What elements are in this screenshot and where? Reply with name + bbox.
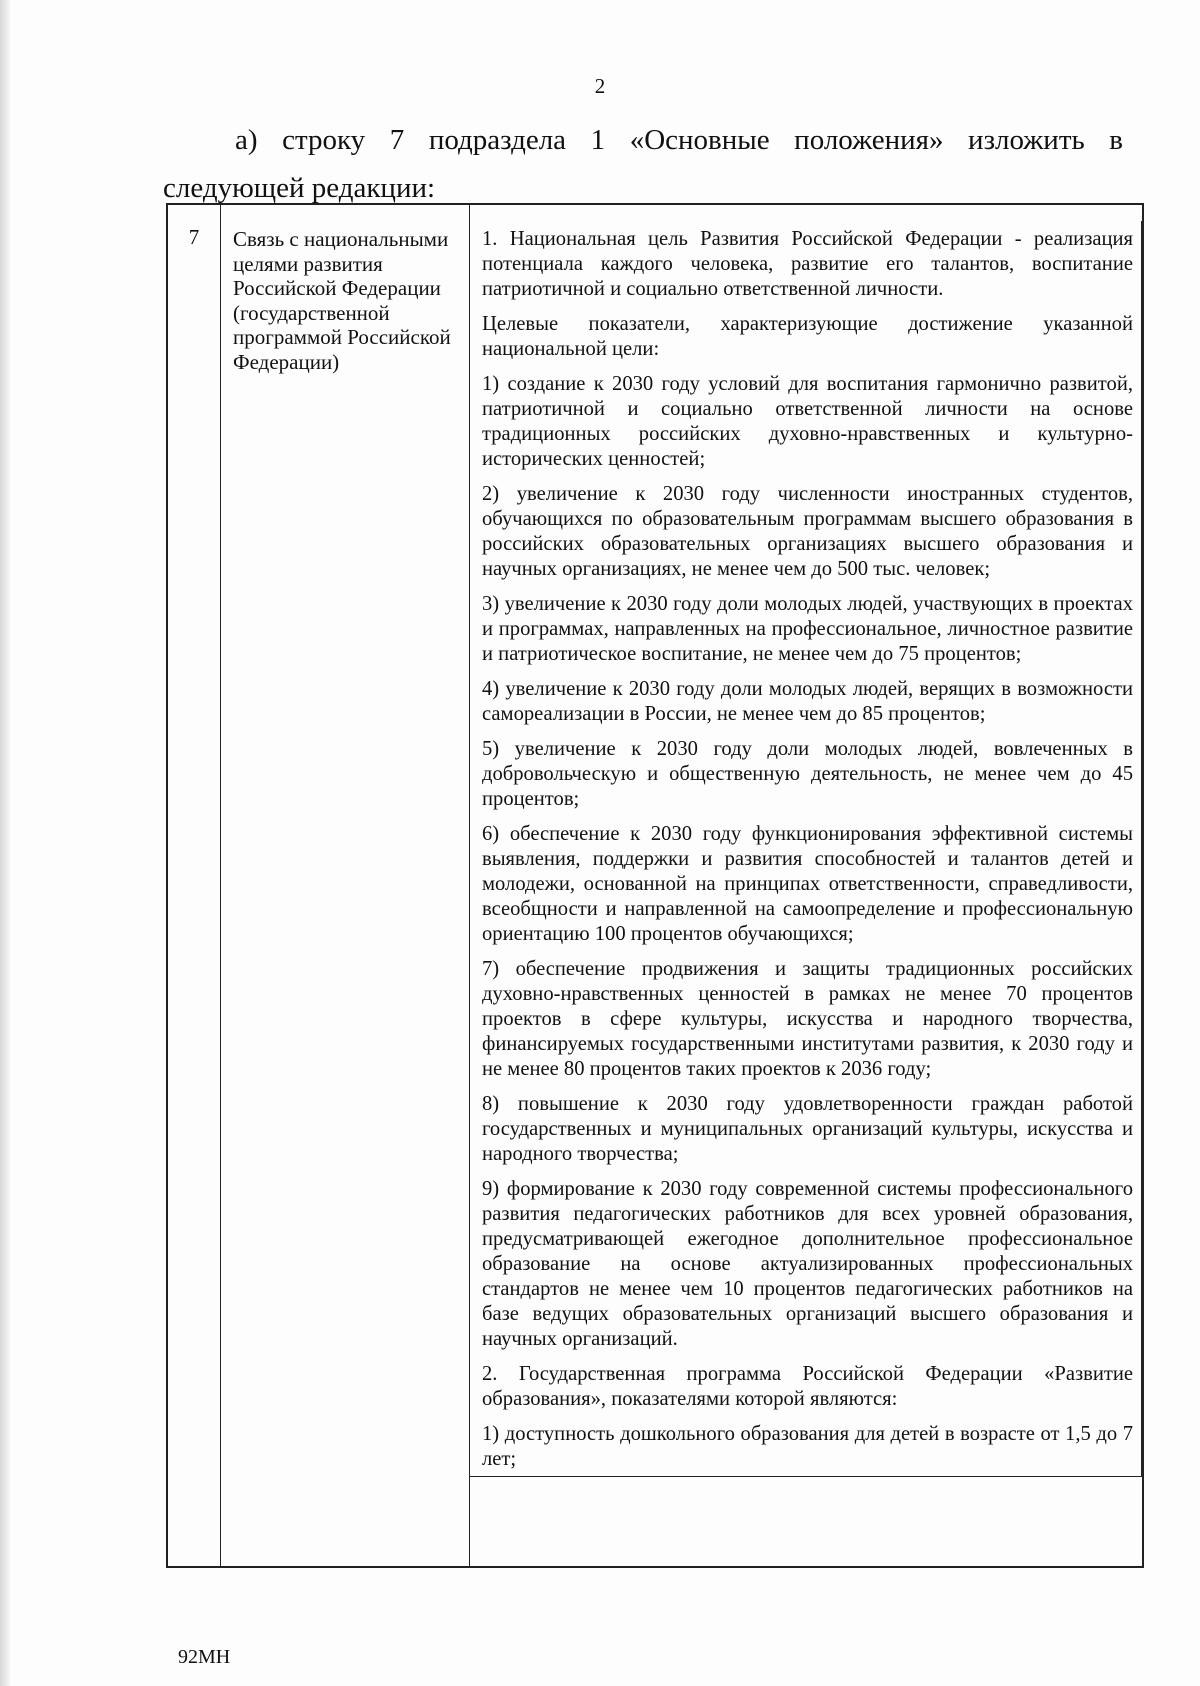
content-paragraph: 1. Национальная цель Развития Российской Федерации - реализация потенциала каждого человека, развитие его талантов, воспитание патриотичной и социально ответственной личности.	[470, 221, 1142, 306]
intro-line-1: а) строку 7 подраздела 1 «Основные положения» изложить в	[235, 124, 1123, 156]
content-paragraph: 2) увеличение к 2030 году численности иностранных студентов, обучающихся по образовательным программам высшего образования в российских образовательных организациях высшего образования и научных организациях, не менее чем до 500 тыс. человек;	[470, 476, 1142, 586]
content-paragraph: 9) формирование к 2030 году современной системы профессионального развития педагогических работников для всех уровней образования, предусматривающей ежегодное дополнительное профессиональное образование на основе актуализированных профессиональных стандартов не менее чем 10 процентов педагогических работников на базе ведущих образовательных организаций высшего образования и научных организаций.	[470, 1171, 1142, 1356]
row-content	[470, 204, 1144, 1567]
intro-line-2: следующей редакции:	[163, 172, 436, 204]
content-paragraph: 2. Государственная программа Российской Федерации «Развитие образования», показателями которой являются:	[470, 1356, 1142, 1416]
row-number: 7	[167, 204, 221, 1567]
content-paragraph: 1) создание к 2030 году условий для воспитания гармонично развитой, патриотичной и социально ответственной личности на основе традиционных российских духовно-нравственных и культурно-исторических ценностей;	[470, 366, 1142, 476]
content-paragraph: 7) обеспечение продвижения и защиты традиционных российских духовно-нравственных ценностей в рамках не менее 70 процентов проектов в сфере культуры, искусства и народного творчества, финансируемых государственными институтами развития, к 2030 году и не менее 80 процентов таких проектов к 2036 году;	[470, 951, 1142, 1086]
content-paragraph: 6) обеспечение к 2030 году функционирования эффективной системы выявления, поддержки и развития способностей и талантов детей и молодежи, основанной на принципах ответственности, справедливости, всеобщности и направленной на самоопределение и профессиональную ориентацию 100 процентов обучающихся;	[470, 816, 1142, 951]
content-paragraph: 5) увеличение к 2030 году доли молодых людей, вовлеченных в добровольческую и общественную деятельность, не менее чем до 45 процентов;	[470, 731, 1142, 816]
content-paragraph: Целевые показатели, характеризующие достижение указанной национальной цели:	[470, 306, 1142, 366]
amendment-table	[166, 203, 1144, 1568]
page-number: 2	[594, 74, 606, 98]
intro-paragraph	[163, 116, 1123, 212]
table-row	[167, 204, 1143, 1567]
content-paragraph: 4) увеличение к 2030 году доли молодых людей, верящих в возможности самореализации в России, не менее чем до 85 процентов;	[470, 671, 1142, 731]
row-name: Связь с национальными целями развития Российской Федерации (государственной программой Российской Федерации)	[221, 204, 470, 1567]
content-blocks	[470, 221, 1142, 1477]
content-paragraph: 3) увеличение к 2030 году доли молодых людей, участвующих в проектах и программах, направленных на профессиональное, личностное развитие и патриотическое воспитание, не менее чем до 75 процентов;	[470, 586, 1142, 671]
document-code: 92МН	[178, 1646, 231, 1668]
content-paragraph: 8) повышение к 2030 году удовлетворенности граждан работой государственных и муниципальных организаций культуры, искусства и народного творчества;	[470, 1086, 1142, 1171]
scan-edge	[0, 0, 10, 1686]
content-paragraph: 1) доступность дошкольного образования для детей в возрасте от 1,5 до 7 лет;	[470, 1416, 1142, 1477]
